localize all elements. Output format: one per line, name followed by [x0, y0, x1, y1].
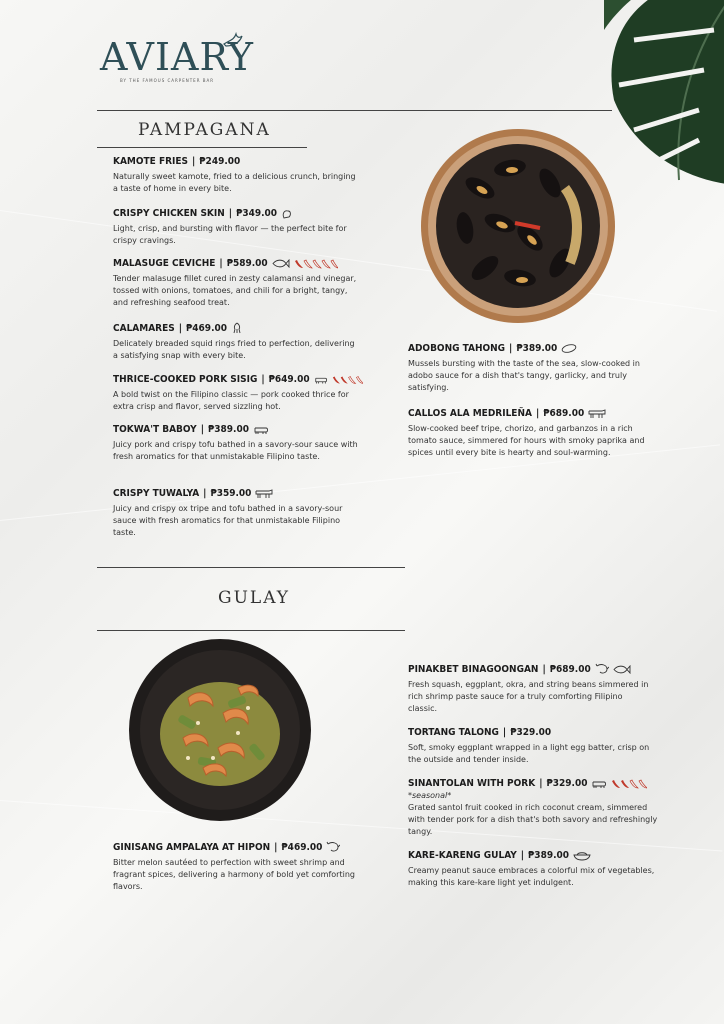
pig-icon	[253, 425, 269, 435]
menu-item: MALASUGE CEVICHE | ₱589.00 Tender malasuge fillet cured in zesty calamansi and vinegar, tossed with onions, tomatoes, and chili for a bright, tangy, and refreshing seafood treat.	[113, 258, 363, 309]
item-description: Juicy pork and crispy tofu bathed in a savory-sour sauce with fresh aromatics for that unmistakable Filipino taste.	[113, 440, 358, 461]
item-price: ₱689.00	[543, 408, 585, 419]
item-name: SINANTOLAN WITH PORK	[408, 778, 536, 789]
menu-item: CRISPY TUWALYA | ₱359.00 Juicy and crispy ox tripe and tofu bathed in a savory-sour sauce with fresh aromatics for that unmistakable Filipino taste.	[113, 488, 358, 539]
menu-item: CRISPY CHICKEN SKIN | ₱349.00 Light, crisp, and bursting with flavor — the perfect bite for crispy cravings.	[113, 208, 358, 247]
ginisang-ampalaya-photo	[128, 638, 312, 822]
pig-icon	[591, 779, 607, 789]
item-name: TOKWA'T BABOY	[113, 424, 197, 435]
item-description: Juicy and crispy ox tripe and tofu bathed in a savory-sour sauce with fresh aromatics for that unmistakable Filipino taste.	[113, 504, 343, 537]
item-price: ₱329.00	[510, 727, 552, 738]
menu-item: KAMOTE FRIES | ₱249.00 Naturally sweet kamote, fried to a delicious crunch, bringing a taste of home in every bite.	[113, 156, 358, 195]
item-name: THRICE-COOKED PORK SISIG	[113, 374, 258, 385]
divider	[97, 630, 405, 631]
item-description: Mussels bursting with the taste of the sea, slow-cooked in adobo sauce for a dish that's tangy, garlicky, and truly satisfying.	[408, 359, 640, 392]
item-price: ₱349.00	[236, 208, 278, 219]
item-price: ₱389.00	[528, 850, 570, 861]
item-name: CALLOS ALA MEDRILEÑA	[408, 408, 532, 419]
item-name: KARE-KARENG GULAY	[408, 850, 517, 861]
item-price: ₱389.00	[516, 343, 558, 354]
menu-item: CALLOS ALA MEDRILEÑA | ₱689.00 Slow-cooked beef tripe, chorizo, and garbanzos in a rich tomato sauce, simmered for hours with smoky paprika and spices until every bite is hearty and soul-warming.	[408, 408, 653, 459]
item-description: Naturally sweet kamote, fried to a delicious crunch, bringing a taste of home in every bite.	[113, 172, 356, 193]
bowl-icon	[573, 851, 591, 861]
item-name: KAMOTE FRIES	[113, 156, 188, 167]
divider	[97, 147, 307, 148]
menu-item: KARE-KARENG GULAY | ₱389.00 Creamy peanut sauce embraces a colorful mix of vegetables, making this kare-kare light yet indulgent.	[408, 850, 658, 889]
item-description: Soft, smoky eggplant wrapped in a light egg batter, crisp on the outside and tender inside.	[408, 743, 650, 764]
fish-icon	[272, 259, 290, 268]
cow-icon	[588, 408, 606, 419]
item-description: Light, crisp, and bursting with flavor — the perfect bite for crispy cravings.	[113, 224, 347, 245]
shrimp-icon	[326, 841, 340, 853]
item-price: ₱249.00	[199, 156, 241, 167]
item-name: CRISPY CHICKEN SKIN	[113, 208, 225, 219]
divider	[97, 110, 612, 111]
item-price: ₱469.00	[281, 841, 323, 853]
item-name: GINISANG AMPALAYA AT HIPON	[113, 841, 271, 853]
chili-icon	[611, 779, 647, 789]
menu-item: PINAKBET BINAGOONGAN | ₱689.00 Fresh squash, eggplant, okra, and string beans simmered in rich shrimp paste sauce for a truly comforting Filipino classic.	[408, 663, 653, 715]
item-price: ₱329.00	[546, 778, 588, 789]
item-name: MALASUGE CEVICHE	[113, 258, 216, 269]
item-description: Slow-cooked beef tripe, chorizo, and garbanzos in a rich tomato sauce, simmered for hours with smoky paprika and spices until every bite is hearty and soul-warming.	[408, 424, 645, 457]
fish-icon	[613, 665, 631, 674]
chicken-icon	[281, 208, 293, 219]
mussel-icon	[561, 344, 577, 353]
item-price: ₱389.00	[208, 424, 249, 435]
divider	[97, 567, 405, 568]
item-description: Grated santol fruit cooked in rich coconut cream, simmered with tender pork for a dish that's both savory and refreshingly tangy.	[408, 803, 658, 836]
section-title-pampagana: PAMPAGANA	[138, 120, 271, 140]
chili-icon	[332, 375, 363, 385]
item-description: Bitter melon sautéed to perfection with sweet shrimp and fragrant spices, delivering a harmony of bold yet comforting flavors.	[113, 858, 355, 891]
menu-item: THRICE-COOKED PORK SISIG | ₱649.00 A bold twist on the Filipino classic — pork cooked thrice for extra crisp and flavor, served sizzling hot.	[113, 374, 363, 413]
item-price: ₱469.00	[186, 322, 228, 334]
item-name: TORTANG TALONG	[408, 727, 499, 738]
menu-item: SINANTOLAN WITH PORK | ₱329.00 *seasonal* Grated santol fruit cooked in rich coconut cream, simmered with tender pork for a dish that's both savory and refreshingly tangy.	[408, 778, 658, 836]
item-description: Creamy peanut sauce embraces a colorful mix of vegetables, making this kare-kare light yet indulgent.	[408, 866, 655, 887]
item-name: CRISPY TUWALYA	[113, 488, 200, 499]
squid-icon	[231, 322, 243, 334]
item-name: CALAMARES	[113, 322, 175, 334]
menu-item: CALAMARES | ₱469.00 Delicately breaded squid rings fried to perfection, delivering a satisfying snap with every bite.	[113, 322, 358, 362]
item-description: Fresh squash, eggplant, okra, and string beans simmered in rich shrimp paste sauce for a truly comforting Filipino classic.	[408, 680, 649, 713]
shrimp-icon	[595, 663, 609, 675]
menu-item: GINISANG AMPALAYA AT HIPON | ₱469.00 Bitter melon sautéed to perfection with sweet shrimp and fragrant spices, delivering a harmony of bold yet comforting flavors.	[113, 841, 368, 893]
menu-item: TORTANG TALONG | ₱329.00 Soft, smoky eggplant wrapped in a light egg batter, crisp on the outside and tender inside.	[408, 727, 653, 766]
cow-icon	[255, 488, 273, 499]
brand-tagline: BY THE FAMOUS CARPENTER BAR	[120, 78, 215, 83]
chili-icon	[294, 259, 338, 269]
menu-item: TOKWA'T BABOY | ₱389.00 Juicy pork and crispy tofu bathed in a savory-sour sauce with fresh aromatics for that unmistakable Filipino taste.	[113, 424, 358, 461]
seasonal-note: *seasonal*	[408, 791, 452, 800]
item-name: PINAKBET BINAGOONGAN	[408, 663, 539, 675]
monstera-leaf-decoration	[604, 0, 724, 190]
item-name: ADOBONG TAHONG	[408, 343, 506, 354]
pig-icon	[314, 375, 328, 385]
item-description: A bold twist on the Filipino classic — pork cooked thrice for extra crisp and flavor, served sizzling hot.	[113, 390, 349, 411]
bird-icon	[222, 30, 244, 50]
item-description: Tender malasuge fillet cured in zesty calamansi and vinegar, tossed with onions, tomatoes, and chili for a bright, tangy, and refreshing seafood treat.	[113, 274, 357, 307]
item-price: ₱689.00	[549, 663, 591, 675]
section-title-gulay: GULAY	[218, 588, 291, 608]
brand-logo	[100, 35, 254, 83]
menu-item: ADOBONG TAHONG | ₱389.00 Mussels bursting with the taste of the sea, slow-cooked in adobo sauce for a dish that's tangy, garlicky, and truly satisfying.	[408, 343, 653, 394]
brand-name: AVIARY	[100, 35, 254, 79]
item-price: ₱589.00	[226, 258, 268, 269]
item-description: Delicately breaded squid rings fried to perfection, delivering a satisfying snap with every bite.	[113, 339, 355, 360]
item-price: ₱359.00	[210, 488, 252, 499]
item-price: ₱649.00	[268, 374, 310, 385]
adobong-tahong-photo	[420, 128, 616, 324]
